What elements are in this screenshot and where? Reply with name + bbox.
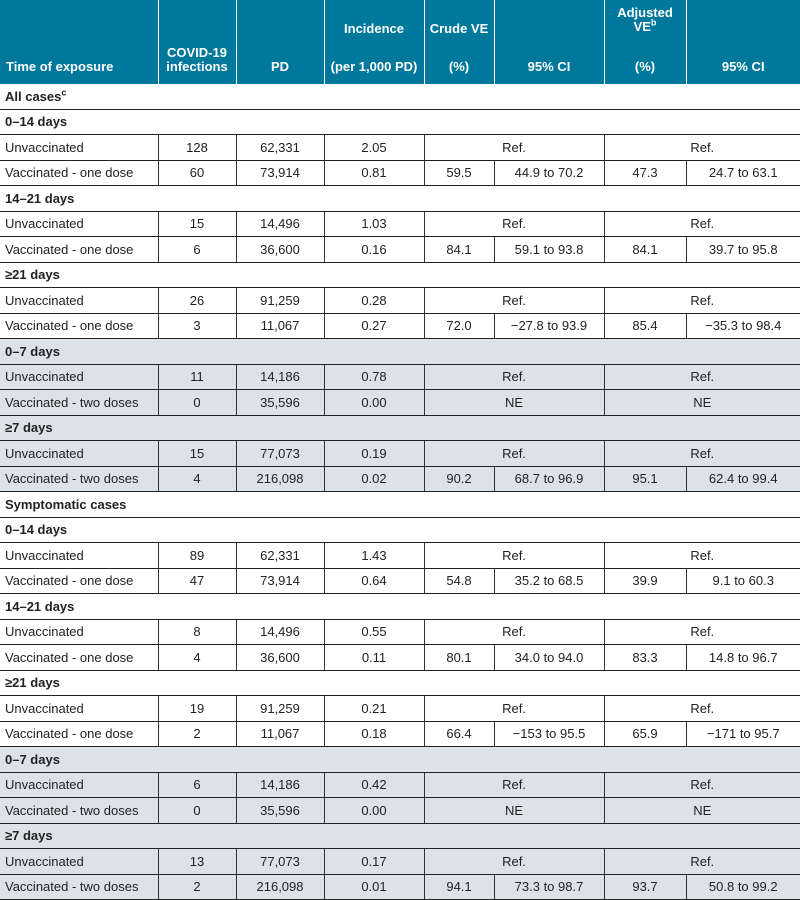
- cell-group: Vaccinated - one dose: [0, 160, 158, 186]
- cell-crude-ve-reference: Ref.: [424, 849, 604, 875]
- cell-adjusted-ve: 85.4: [604, 313, 686, 339]
- cell-crude-ve-reference: Ref.: [424, 441, 604, 467]
- cell-adjusted-ci: −171 to 95.7: [686, 721, 800, 747]
- header-crude-ve: Crude VE (%): [424, 0, 494, 84]
- cell-incidence: 0.11: [324, 645, 424, 671]
- cell-incidence: 0.02: [324, 466, 424, 492]
- cell-infections: 15: [158, 211, 236, 237]
- exposure-group-row: [0, 109, 800, 135]
- exposure-label: ≥21 days: [0, 670, 800, 696]
- cell-pd: 216,098: [236, 874, 324, 900]
- cell-group: Vaccinated - two doses: [0, 390, 158, 416]
- cell-infections: 8: [158, 619, 236, 645]
- header-adjusted-ci: 95% CI: [686, 0, 800, 84]
- cell-crude-ci: −153 to 95.5: [494, 721, 604, 747]
- cell-infections: 13: [158, 849, 236, 875]
- cell-crude-ci: −27.8 to 93.9: [494, 313, 604, 339]
- cell-pd: 73,914: [236, 568, 324, 594]
- cell-infections: 128: [158, 135, 236, 161]
- cell-crude-ci: 44.9 to 70.2: [494, 160, 604, 186]
- cell-pd: 36,600: [236, 645, 324, 671]
- cell-incidence: 0.64: [324, 568, 424, 594]
- cell-adjusted-ve: 83.3: [604, 645, 686, 671]
- table-row: [0, 466, 800, 492]
- table-row: [0, 798, 800, 824]
- cell-pd: 91,259: [236, 288, 324, 314]
- table-row: [0, 441, 800, 467]
- table-row: [0, 772, 800, 798]
- cell-incidence: 0.17: [324, 849, 424, 875]
- cell-pd: 14,496: [236, 211, 324, 237]
- cell-adjusted-ve-reference: NE: [604, 798, 800, 824]
- cell-adjusted-ci: 14.8 to 96.7: [686, 645, 800, 671]
- cell-incidence: 1.43: [324, 543, 424, 569]
- exposure-group-row: [0, 186, 800, 212]
- cell-crude-ve: 80.1: [424, 645, 494, 671]
- header-covid-infections: COVID-19 infections: [158, 0, 236, 84]
- exposure-label: ≥7 days: [0, 415, 800, 441]
- cell-group: Vaccinated - one dose: [0, 645, 158, 671]
- exposure-label: 0–7 days: [0, 339, 800, 365]
- cell-incidence: 0.78: [324, 364, 424, 390]
- cell-group: Vaccinated - one dose: [0, 313, 158, 339]
- cell-incidence: 0.01: [324, 874, 424, 900]
- cell-pd: 62,331: [236, 135, 324, 161]
- header-crude-ci: 95% CI: [494, 0, 604, 84]
- exposure-label: 0–14 days: [0, 109, 800, 135]
- cell-adjusted-ci: 9.1 to 60.3: [686, 568, 800, 594]
- cell-infections: 4: [158, 466, 236, 492]
- table-row: [0, 645, 800, 671]
- table-row: [0, 619, 800, 645]
- cell-infections: 4: [158, 645, 236, 671]
- cell-adjusted-ve: 95.1: [604, 466, 686, 492]
- exposure-group-row: [0, 339, 800, 365]
- cell-incidence: 0.19: [324, 441, 424, 467]
- cell-adjusted-ve-reference: Ref.: [604, 135, 800, 161]
- table-row: [0, 390, 800, 416]
- table-row: [0, 364, 800, 390]
- section-label: Symptomatic cases: [0, 492, 800, 518]
- cell-crude-ve: 84.1: [424, 237, 494, 263]
- cell-group: Unvaccinated: [0, 288, 158, 314]
- cell-group: Vaccinated - one dose: [0, 568, 158, 594]
- cell-crude-ve-reference: NE: [424, 390, 604, 416]
- cell-adjusted-ve: 65.9: [604, 721, 686, 747]
- cell-infections: 2: [158, 874, 236, 900]
- cell-group: Unvaccinated: [0, 543, 158, 569]
- cell-infections: 0: [158, 798, 236, 824]
- exposure-group-row: [0, 517, 800, 543]
- cell-pd: 11,067: [236, 721, 324, 747]
- exposure-group-row: [0, 670, 800, 696]
- cell-adjusted-ci: 62.4 to 99.4: [686, 466, 800, 492]
- cell-crude-ve-reference: Ref.: [424, 772, 604, 798]
- cell-adjusted-ve-reference: Ref.: [604, 543, 800, 569]
- cell-pd: 35,596: [236, 390, 324, 416]
- cell-pd: 77,073: [236, 441, 324, 467]
- cell-pd: 36,600: [236, 237, 324, 263]
- cell-infections: 3: [158, 313, 236, 339]
- cell-crude-ci: 34.0 to 94.0: [494, 645, 604, 671]
- section-header-row: [0, 492, 800, 518]
- cell-crude-ve-reference: Ref.: [424, 135, 604, 161]
- cell-infections: 6: [158, 237, 236, 263]
- cell-adjusted-ci: 24.7 to 63.1: [686, 160, 800, 186]
- cell-pd: 11,067: [236, 313, 324, 339]
- cell-incidence: 0.81: [324, 160, 424, 186]
- exposure-group-row: [0, 415, 800, 441]
- cell-group: Vaccinated - two doses: [0, 798, 158, 824]
- cell-infections: 0: [158, 390, 236, 416]
- cell-pd: 77,073: [236, 849, 324, 875]
- cell-pd: 216,098: [236, 466, 324, 492]
- cell-crude-ve: 72.0: [424, 313, 494, 339]
- section-header-row: [0, 84, 800, 109]
- cell-adjusted-ve: 84.1: [604, 237, 686, 263]
- exposure-label: ≥21 days: [0, 262, 800, 288]
- cell-adjusted-ve-reference: Ref.: [604, 441, 800, 467]
- table-row: [0, 568, 800, 594]
- cell-pd: 14,186: [236, 364, 324, 390]
- header-time-of-exposure: Time of exposure: [0, 0, 158, 84]
- cell-crude-ve-reference: Ref.: [424, 543, 604, 569]
- cell-adjusted-ve: 93.7: [604, 874, 686, 900]
- cell-adjusted-ve-reference: Ref.: [604, 211, 800, 237]
- cell-crude-ve-reference: Ref.: [424, 364, 604, 390]
- cell-crude-ve-reference: Ref.: [424, 288, 604, 314]
- exposure-label: 0–14 days: [0, 517, 800, 543]
- table-row: [0, 543, 800, 569]
- cell-adjusted-ci: 50.8 to 99.2: [686, 874, 800, 900]
- cell-incidence: 0.16: [324, 237, 424, 263]
- cell-infections: 15: [158, 441, 236, 467]
- cell-pd: 14,496: [236, 619, 324, 645]
- cell-pd: 91,259: [236, 696, 324, 722]
- table-row: [0, 849, 800, 875]
- cell-adjusted-ci: −35.3 to 98.4: [686, 313, 800, 339]
- cell-crude-ci: 73.3 to 98.7: [494, 874, 604, 900]
- cell-group: Unvaccinated: [0, 135, 158, 161]
- cell-crude-ve-reference: Ref.: [424, 211, 604, 237]
- cell-infections: 26: [158, 288, 236, 314]
- cell-adjusted-ve-reference: Ref.: [604, 619, 800, 645]
- cell-group: Unvaccinated: [0, 849, 158, 875]
- cell-adjusted-ve: 47.3: [604, 160, 686, 186]
- cell-pd: 73,914: [236, 160, 324, 186]
- cell-group: Unvaccinated: [0, 619, 158, 645]
- cell-adjusted-ve-reference: NE: [604, 390, 800, 416]
- cell-incidence: 0.28: [324, 288, 424, 314]
- cell-incidence: 2.05: [324, 135, 424, 161]
- exposure-group-row: [0, 747, 800, 773]
- cell-crude-ci: 35.2 to 68.5: [494, 568, 604, 594]
- table-body: [0, 84, 800, 900]
- cell-group: Unvaccinated: [0, 364, 158, 390]
- cell-group: Unvaccinated: [0, 211, 158, 237]
- cell-crude-ve: 66.4: [424, 721, 494, 747]
- cell-group: Unvaccinated: [0, 696, 158, 722]
- table-row: [0, 135, 800, 161]
- cell-infections: 19: [158, 696, 236, 722]
- cell-incidence: 0.55: [324, 619, 424, 645]
- cell-pd: 62,331: [236, 543, 324, 569]
- cell-incidence: 0.00: [324, 798, 424, 824]
- exposure-label: 14–21 days: [0, 594, 800, 620]
- cell-adjusted-ve-reference: Ref.: [604, 364, 800, 390]
- exposure-group-row: [0, 594, 800, 620]
- cell-adjusted-ve-reference: Ref.: [604, 849, 800, 875]
- cell-incidence: 0.18: [324, 721, 424, 747]
- cell-pd: 14,186: [236, 772, 324, 798]
- table-row: [0, 211, 800, 237]
- cell-group: Vaccinated - two doses: [0, 466, 158, 492]
- cell-group: Unvaccinated: [0, 772, 158, 798]
- cell-infections: 89: [158, 543, 236, 569]
- cell-group: Vaccinated - one dose: [0, 237, 158, 263]
- cell-group: Vaccinated - two doses: [0, 874, 158, 900]
- exposure-group-row: [0, 823, 800, 849]
- cell-crude-ve-reference: Ref.: [424, 619, 604, 645]
- cell-group: Vaccinated - one dose: [0, 721, 158, 747]
- cell-adjusted-ve: 39.9: [604, 568, 686, 594]
- cell-crude-ci: 68.7 to 96.9: [494, 466, 604, 492]
- exposure-group-row: [0, 262, 800, 288]
- cell-crude-ve-reference: NE: [424, 798, 604, 824]
- cell-crude-ve-reference: Ref.: [424, 696, 604, 722]
- cell-incidence: 0.00: [324, 390, 424, 416]
- header-pd: PD: [236, 0, 324, 84]
- cell-adjusted-ve-reference: Ref.: [604, 696, 800, 722]
- cell-crude-ve: 59.5: [424, 160, 494, 186]
- cell-group: Unvaccinated: [0, 441, 158, 467]
- section-label: All cases$^c$: [0, 84, 800, 109]
- cell-adjusted-ve-reference: Ref.: [604, 288, 800, 314]
- cell-adjusted-ve-reference: Ref.: [604, 772, 800, 798]
- exposure-label: 14–21 days: [0, 186, 800, 212]
- header-adjusted-ve: Adjusted $VE^b$ (%): [604, 0, 686, 84]
- cell-infections: 6: [158, 772, 236, 798]
- table-row: [0, 288, 800, 314]
- table-row: [0, 313, 800, 339]
- exposure-label: ≥7 days: [0, 823, 800, 849]
- cell-adjusted-ci: 39.7 to 95.8: [686, 237, 800, 263]
- cell-crude-ve: 90.2: [424, 466, 494, 492]
- cell-incidence: 0.21: [324, 696, 424, 722]
- cell-infections: 11: [158, 364, 236, 390]
- header-incidence: Incidence (per 1,000 PD): [324, 0, 424, 84]
- cell-pd: 35,596: [236, 798, 324, 824]
- cell-incidence: 1.03: [324, 211, 424, 237]
- cell-infections: 60: [158, 160, 236, 186]
- cell-incidence: 0.42: [324, 772, 424, 798]
- cell-crude-ve: 54.8: [424, 568, 494, 594]
- exposure-label: 0–7 days: [0, 747, 800, 773]
- cell-infections: 2: [158, 721, 236, 747]
- table-header: [0, 0, 800, 84]
- table-row: [0, 237, 800, 263]
- table-row: [0, 160, 800, 186]
- cell-incidence: 0.27: [324, 313, 424, 339]
- table-row: [0, 696, 800, 722]
- cell-infections: 47: [158, 568, 236, 594]
- cell-crude-ci: 59.1 to 93.8: [494, 237, 604, 263]
- table-row: [0, 721, 800, 747]
- cell-crude-ve: 94.1: [424, 874, 494, 900]
